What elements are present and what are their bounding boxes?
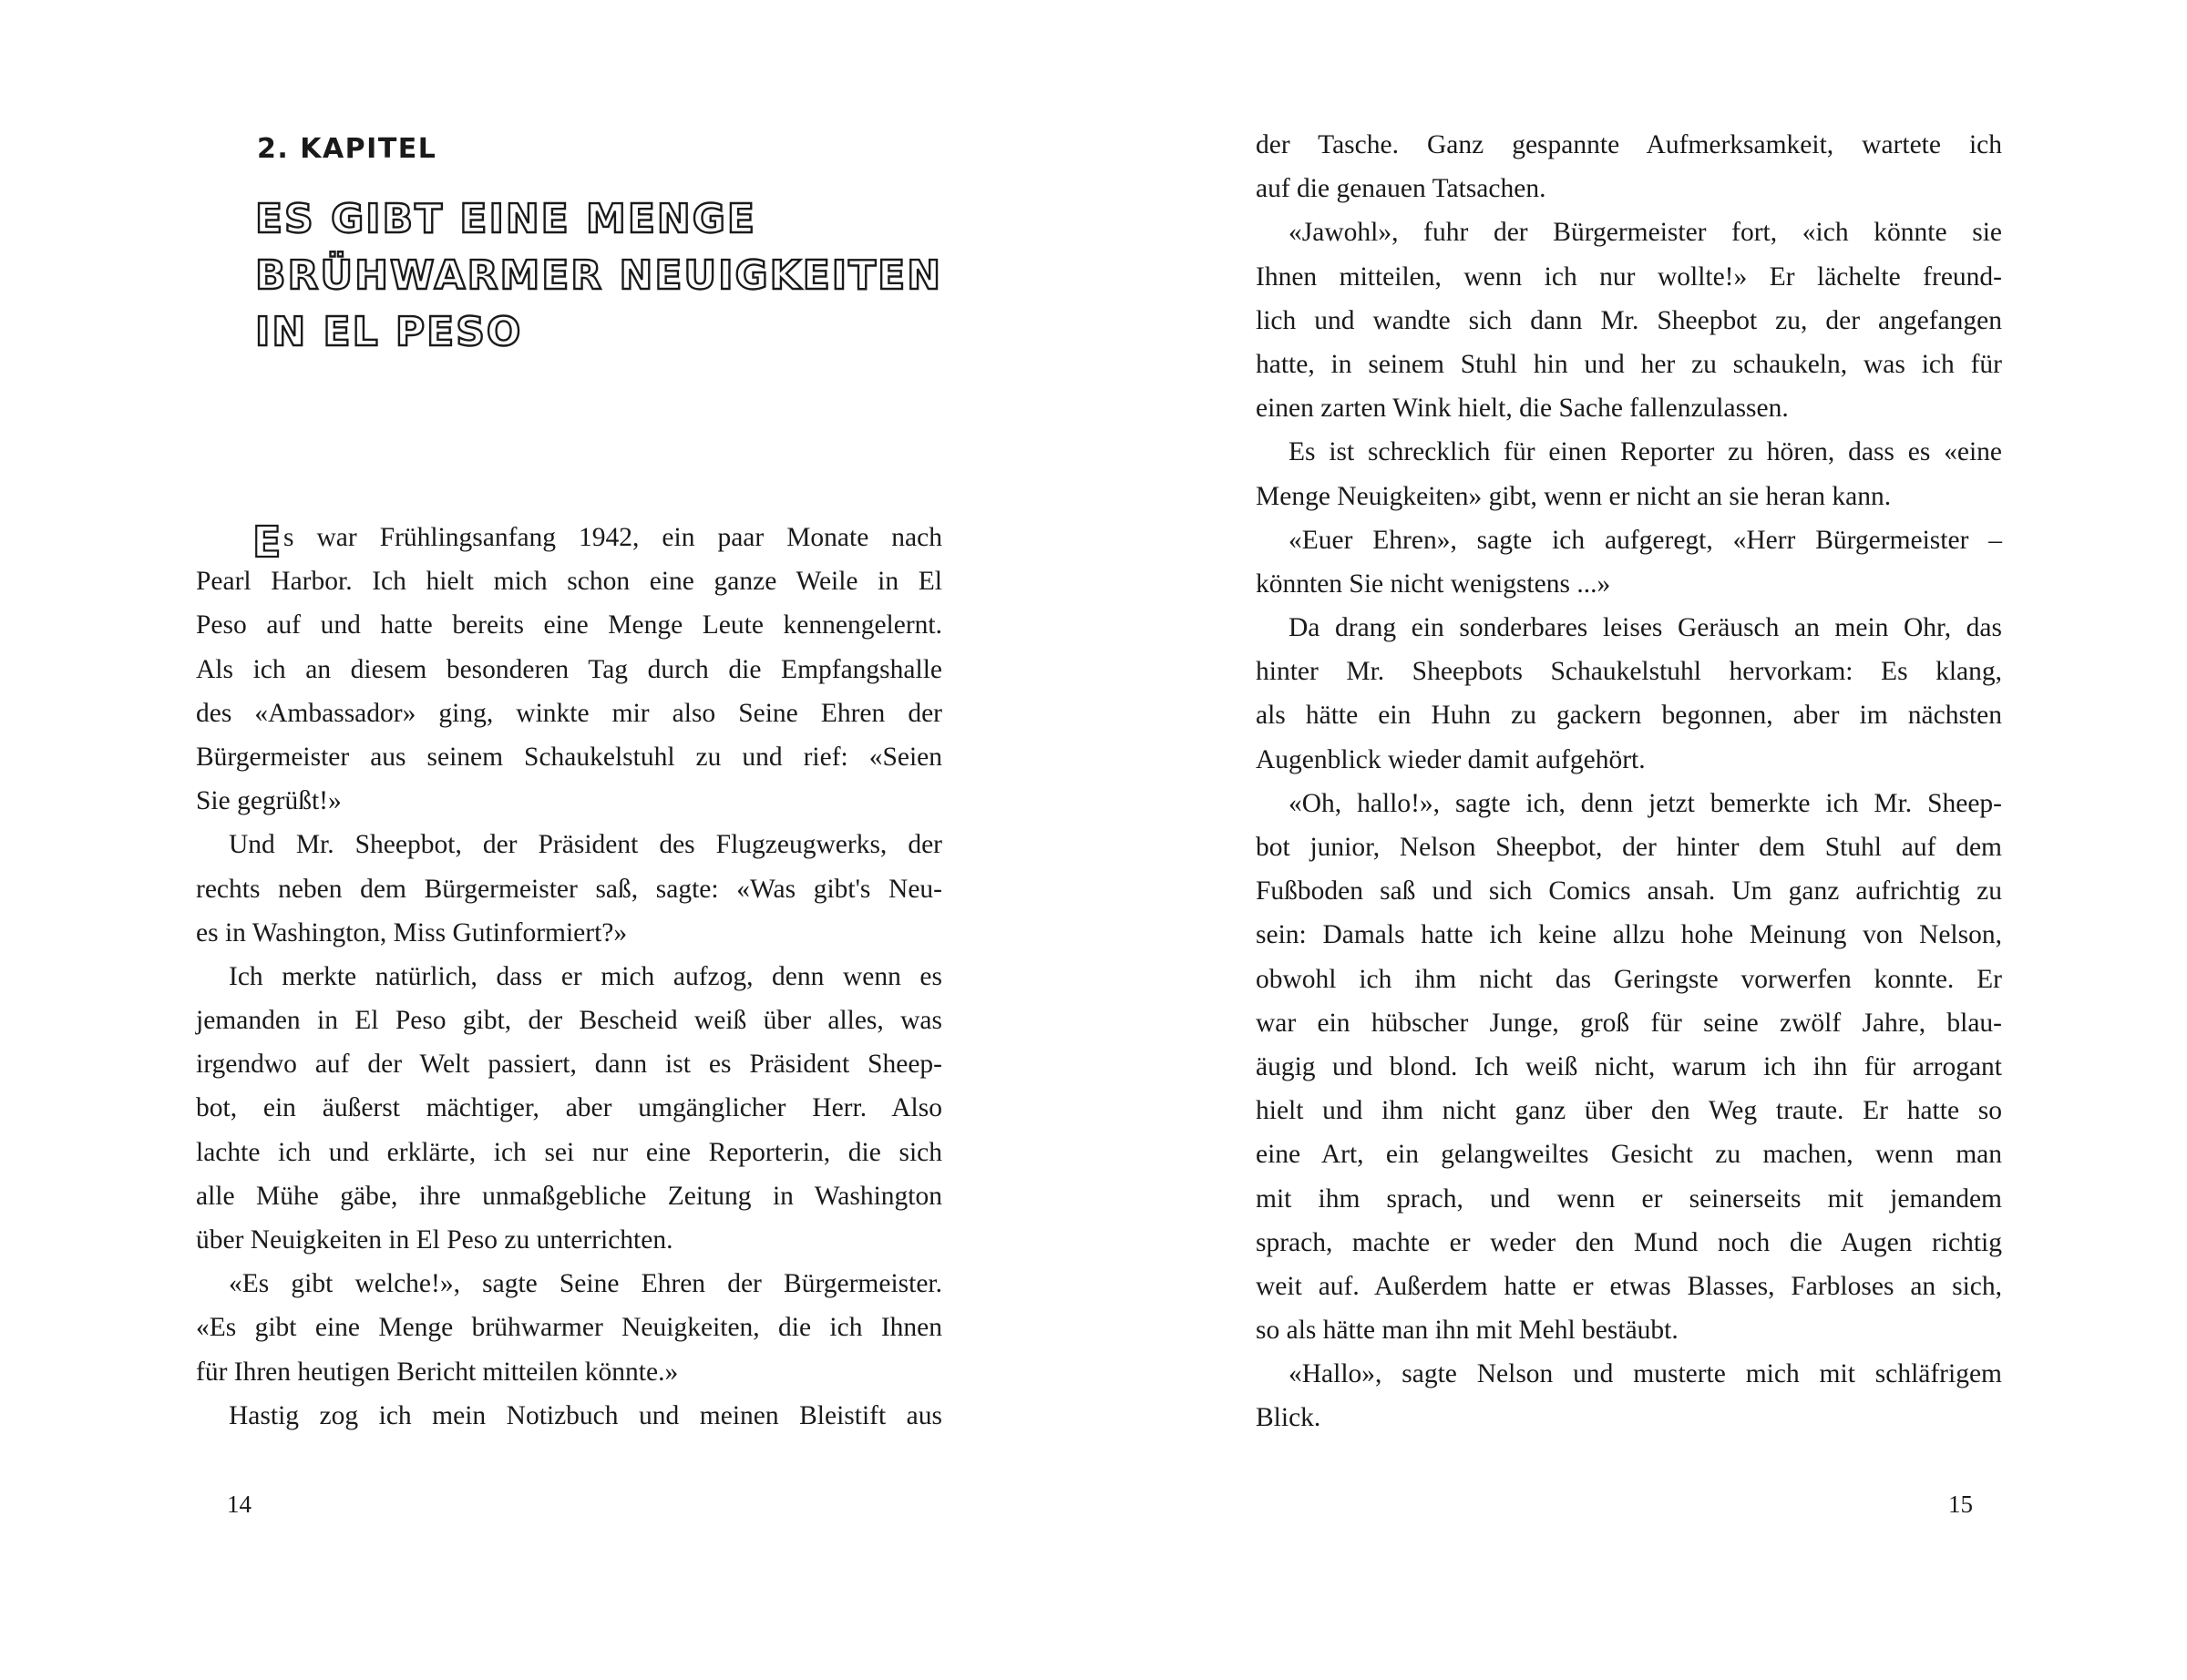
text-line: alle Mühe gäbe, ihre unmaßgebliche Zeitung in Washington bbox=[196, 1181, 942, 1211]
text-line: Fußboden saß und sich Comics ansah. Um ganz aufrichtig zu bbox=[1256, 876, 2002, 907]
text-line: weit auf. Außerdem hatte er etwas Blasses, Farbloses an sich, bbox=[1256, 1271, 2002, 1301]
text-line: als hätte ein Huhn zu gackern begonnen, aber im nächsten bbox=[1256, 701, 2002, 731]
text-line: könnten Sie nicht wenigstens ...» bbox=[1256, 569, 1611, 599]
text-line: bot, ein äußerst mächtiger, aber umgänglicher Herr. Also bbox=[196, 1093, 942, 1123]
text-line: obwohl ich ihm nicht das Geringste vorwerfen konnte. Er bbox=[1256, 964, 2002, 994]
text-line: Peso auf und hatte bereits eine Menge Leute kennengelernt. bbox=[196, 610, 942, 640]
text-line: irgendwo auf der Welt passiert, dann ist es Präsident Sheep- bbox=[196, 1050, 942, 1080]
body-text-right bbox=[1256, 123, 2002, 1440]
text-line-content: s war Frühlingsanfang 1942, ein paar Monate nach bbox=[283, 523, 942, 552]
right-page bbox=[1094, 0, 2187, 1680]
text-line: des «Ambassador» ging, winkte mir also Seine Ehren der bbox=[196, 698, 942, 728]
text-line: auf die genauen Tatsachen. bbox=[1256, 174, 1546, 204]
chapter-title-line: ES GIBT EINE MENGE bbox=[255, 196, 756, 242]
text-line: «Hallo», sagte Nelson und musterte mich mit schläfrigem bbox=[1289, 1359, 2002, 1389]
text-line: über Neuigkeiten in El Peso zu unterrichten. bbox=[196, 1225, 673, 1255]
text-line: Hastig zog ich mein Notizbuch und meinen Bleistift aus bbox=[229, 1400, 942, 1430]
text-line: jemanden in El Peso gibt, der Bescheid weiß über alles, was bbox=[196, 1006, 942, 1036]
text-line: «Oh, hallo!», sagte ich, denn jetzt bemerkte ich Mr. Sheep- bbox=[1289, 788, 2002, 818]
text-line: hielt und ihm nicht ganz über den Weg traute. Er hatte so bbox=[1256, 1096, 2002, 1126]
text-line: mit ihm sprach, und wenn er seinerseits mit jemandem bbox=[1256, 1183, 2002, 1214]
body-text-left bbox=[196, 516, 942, 1438]
text-line: lachte ich und erklärte, ich sei nur eine Reporterin, die sich bbox=[196, 1137, 942, 1167]
text-line: Es ist schrecklich für einen Reporter zu hören, dass es «eine bbox=[1289, 437, 2002, 467]
text-line: Blick. bbox=[1256, 1403, 1321, 1433]
text-line: Pearl Harbor. Ich hielt mich schon eine ganze Weile in El bbox=[196, 567, 942, 597]
text-line: für Ihren heutigen Bericht mitteilen könnte.» bbox=[196, 1357, 679, 1387]
text-line: hatte, in seinem Stuhl hin und her zu schaukeln, was ich für bbox=[1256, 349, 2002, 379]
text-line: Sie gegrüßt!» bbox=[196, 786, 342, 816]
text-line: so als hätte man ihn mit Mehl bestäubt. bbox=[1256, 1316, 1679, 1346]
text-line: sein: Damals hatte ich keine allzu hohe Meinung von Nelson, bbox=[1256, 920, 2002, 950]
text-line: war ein hübscher Junge, groß für seine zwölf Jahre, blau- bbox=[1256, 1008, 2002, 1038]
text-line: «Euer Ehren», sagte ich aufgeregt, «Herr Bürgermeister – bbox=[1289, 525, 2002, 555]
text-line: Da drang ein sonderbares leises Geräusch an mein Ohr, das bbox=[1289, 613, 2002, 643]
text-line: sprach, machte er weder den Mund noch die Augen richtig bbox=[1256, 1227, 2002, 1257]
text-line bbox=[196, 516, 942, 567]
chapter-title-line: IN EL PESO bbox=[255, 309, 523, 355]
text-line: äugig und blond. Ich weiß nicht, warum ich ihn für arrogant bbox=[1256, 1051, 2002, 1081]
text-line: Und Mr. Sheepbot, der Präsident des Flugzeugwerks, der bbox=[229, 830, 942, 860]
page-number-right: 15 bbox=[1948, 1490, 1973, 1518]
text-line: rechts neben dem Bürgermeister saß, sagte: «Was gibt's Neu- bbox=[196, 874, 942, 904]
text-line: lich und wandte sich dann Mr. Sheepbot zu, der angefangen bbox=[1256, 305, 2002, 335]
text-line: eine Art, ein gelangweiltes Gesicht zu machen, wenn man bbox=[1256, 1140, 2002, 1170]
text-line: Menge Neuigkeiten» gibt, wenn er nicht an sie heran kann. bbox=[1256, 481, 1892, 511]
text-line: Als ich an diesem besonderen Tag durch die Empfangshalle bbox=[196, 654, 942, 684]
chapter-title bbox=[255, 191, 942, 361]
text-line: hinter Mr. Sheepbots Schaukelstuhl hervorkam: Es klang, bbox=[1256, 657, 2002, 687]
drop-cap: E bbox=[252, 517, 282, 567]
text-line: «Jawohl», fuhr der Bürgermeister fort, «ich könnte sie bbox=[1289, 218, 2002, 248]
chapter-number: 2. KAPITEL bbox=[257, 133, 437, 165]
text-line: einen zarten Wink hielt, die Sache fallenzulassen. bbox=[1256, 394, 1789, 424]
text-line: «Es gibt welche!», sagte Seine Ehren der Bürgermeister. bbox=[229, 1269, 942, 1299]
page-number-left: 14 bbox=[227, 1490, 252, 1518]
chapter-title-line: BRÜHWARMER NEUIGKEITEN bbox=[255, 252, 943, 299]
text-line: bot junior, Nelson Sheepbot, der hinter dem Stuhl auf dem bbox=[1256, 833, 2002, 862]
text-line: es in Washington, Miss Gutinformiert?» bbox=[196, 917, 628, 948]
text-line: Bürgermeister aus seinem Schaukelstuhl zu und rief: «Seien bbox=[196, 742, 942, 772]
text-line: «Es gibt eine Menge brühwarmer Neuigkeiten, die ich Ihnen bbox=[196, 1313, 942, 1343]
text-line: Ihnen mitteilen, wenn ich nur wollte!» Er lächelte freund- bbox=[1256, 261, 2002, 292]
text-line: Augenblick wieder damit aufgehört. bbox=[1256, 744, 1646, 774]
text-line: der Tasche. Ganz gespannte Aufmerksamkeit, wartete ich bbox=[1256, 130, 2002, 159]
text-line: Ich merkte natürlich, dass er mich aufzog, denn wenn es bbox=[229, 961, 942, 991]
